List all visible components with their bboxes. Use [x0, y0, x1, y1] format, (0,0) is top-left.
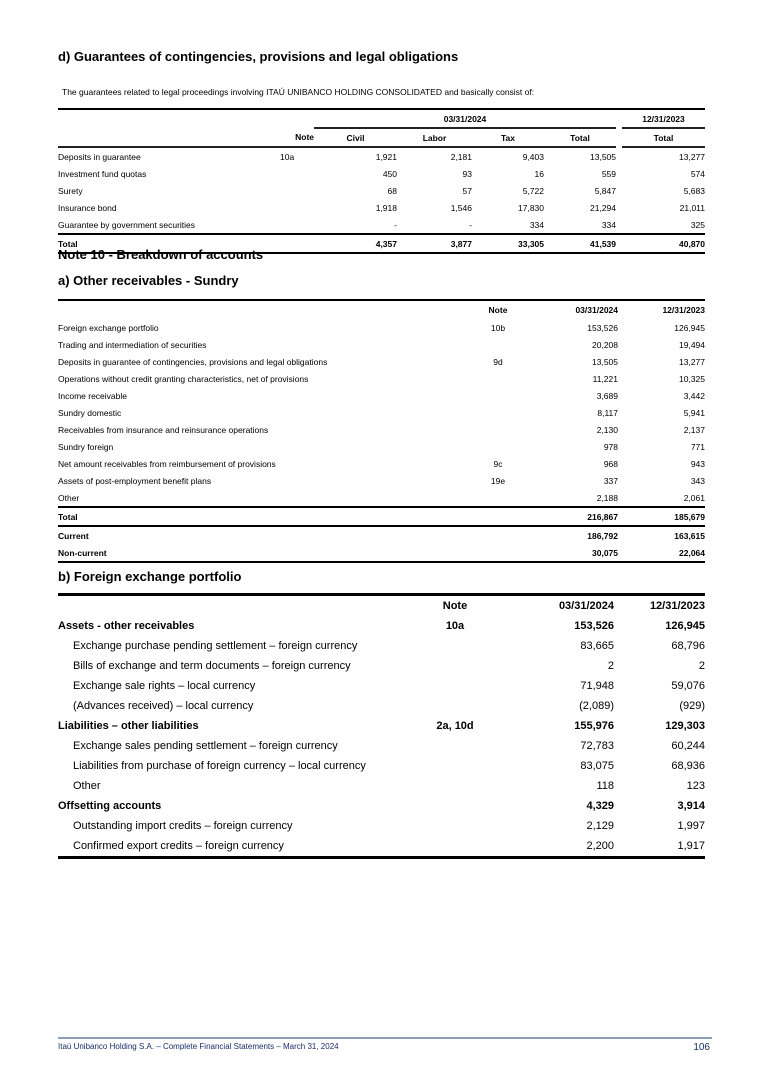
row-label: Insurance bond	[58, 202, 117, 213]
row-note: 10a	[280, 151, 295, 162]
row-note	[478, 336, 518, 353]
table-row	[58, 636, 705, 656]
row-label: Income receivable	[58, 390, 127, 401]
table-row	[58, 472, 705, 489]
table-row	[58, 216, 705, 234]
row-note: 10b	[490, 322, 506, 333]
cell-2023: 3,442	[683, 390, 705, 401]
row-label: Guarantee by government securities	[58, 219, 196, 230]
row-label: Liabilities – other liabilities	[58, 720, 199, 732]
table-row	[58, 421, 705, 438]
cell-2024: 2,188	[596, 492, 618, 503]
row-label: Other	[58, 492, 80, 503]
cell-civil: 68	[387, 185, 397, 196]
cell-2023: 2,137	[683, 424, 705, 435]
cell-2024: 155,976	[574, 720, 614, 732]
cell-total-2024: 5,847	[594, 185, 616, 196]
table-row	[58, 736, 705, 756]
row-label: (Advances received) – local currency	[73, 700, 254, 712]
col-civil: Civil	[314, 128, 397, 147]
guarantees-table	[58, 108, 705, 254]
row-label: Bills of exchange and term documents – foreign currency	[73, 660, 351, 672]
row-note	[280, 199, 314, 216]
table-row	[58, 387, 705, 404]
col-total-2024: Total	[544, 128, 616, 147]
col-note: Note	[442, 600, 468, 612]
group-header-row	[58, 109, 705, 128]
row-note: 2a, 10d	[436, 720, 474, 732]
cell-total-2023: 325	[690, 219, 705, 230]
row-label: Other	[73, 780, 101, 792]
row-label: Net amount receivables from reimbursement of provisions	[58, 458, 276, 469]
cell-2023: 3,914	[677, 800, 705, 812]
table-row	[58, 404, 705, 421]
cell-2023: 129,303	[665, 720, 705, 732]
row-note	[478, 421, 518, 438]
row-note: 9c	[493, 458, 503, 469]
cell-total-2024: 13,505	[590, 151, 616, 162]
row-note	[280, 182, 314, 199]
cell-2024: 2,130	[596, 424, 618, 435]
cell-total-2023: 13,277	[679, 151, 705, 162]
cell-2023: 2	[698, 660, 705, 672]
cell-total-2023: 574	[690, 168, 705, 179]
cell-2024: 337	[603, 475, 618, 486]
row-note	[478, 387, 518, 404]
table-row	[58, 147, 705, 165]
cell-total-2024: 334	[601, 219, 616, 230]
row-label: Liabilities from purchase of foreign currency – local currency	[73, 760, 366, 772]
row-label: Surety	[58, 185, 83, 196]
cell-2024: 13,505	[592, 356, 618, 367]
row-label: Receivables from insurance and reinsurance operations	[58, 424, 269, 435]
row-label: Sundry domestic	[58, 407, 122, 418]
cell-2023: 22,064	[618, 544, 705, 562]
row-note	[478, 370, 518, 387]
row-label: Exchange purchase pending settlement – foreign currency	[73, 640, 358, 652]
cell-labor: 1,546	[450, 202, 472, 213]
row-note: 10a	[445, 620, 465, 632]
section-a-title: a) Other receivables - Sundry	[58, 273, 239, 288]
col-2024: 03/31/2024	[558, 600, 614, 612]
cell-civil: 450	[382, 168, 397, 179]
cell-tax: 334	[529, 219, 544, 230]
cell-2023: 185,679	[618, 507, 705, 526]
cell-2024: 71,948	[580, 680, 614, 692]
cell-civil: 1,921	[375, 151, 397, 162]
footer-divider	[58, 1037, 712, 1039]
cell-2024: 2,200	[586, 840, 614, 852]
col-labor: Labor	[397, 128, 472, 147]
group-header-2023: 12/31/2023	[622, 109, 705, 128]
cell-2023: 60,244	[671, 740, 705, 752]
cell-2024: (2,089)	[579, 700, 614, 712]
row-note	[410, 796, 500, 816]
cell-2024: 83,665	[580, 640, 614, 652]
cell-civil: 1,918	[375, 202, 397, 213]
cell-2024: 2,129	[586, 820, 614, 832]
cell-2023: 68,936	[671, 760, 705, 772]
table-row	[58, 656, 705, 676]
group-header-2024: 03/31/2024	[314, 109, 616, 128]
cell-2024: 20,208	[592, 339, 618, 350]
cell-2024: 3,689	[596, 390, 618, 401]
table-row	[58, 370, 705, 387]
group-row-assets	[58, 616, 705, 636]
row-label: Deposits in guarantee	[58, 151, 141, 162]
cell-tax: 33,305	[472, 234, 544, 253]
row-label: Non-current	[58, 544, 478, 562]
row-label: Assets - other receivables	[58, 620, 195, 632]
note10-title: Note 10 - Breakdown of accounts	[58, 247, 264, 262]
current-row	[58, 526, 705, 544]
cell-total-2023: 5,683	[683, 185, 705, 196]
column-header-row	[58, 595, 705, 617]
cell-2023: 1,917	[677, 840, 705, 852]
row-label: Total	[58, 234, 280, 253]
row-label: Deposits in guarantee of contingencies, provisions and legal obligations	[58, 356, 328, 367]
table-row	[58, 165, 705, 182]
cell-2024: 11,221	[592, 373, 618, 384]
row-label: Sundry foreign	[58, 441, 114, 452]
table-row	[58, 816, 705, 836]
table-row	[58, 676, 705, 696]
cell-tax: 16	[534, 168, 544, 179]
cell-2024: 30,075	[518, 544, 618, 562]
row-label: Exchange sales pending settlement – foreign currency	[73, 740, 338, 752]
row-label: Operations without credit granting characteristics, net of provisions	[58, 373, 309, 384]
column-header-row	[58, 128, 705, 147]
table-row	[58, 353, 705, 370]
cell-2024: 2	[607, 660, 614, 672]
cell-2023: 126,945	[665, 620, 705, 632]
cell-2024: 978	[603, 441, 618, 452]
table-row	[58, 836, 705, 858]
cell-labor: 3,877	[397, 234, 472, 253]
cell-2023: 123	[686, 780, 705, 792]
group-row-liabilities	[58, 716, 705, 736]
row-note	[478, 489, 518, 507]
cell-2024: 968	[603, 458, 618, 469]
row-label: Trading and intermediation of securities	[58, 339, 207, 350]
table-row	[58, 776, 705, 796]
row-note	[478, 438, 518, 455]
cell-2023: 943	[690, 458, 705, 469]
cell-labor: 93	[462, 168, 472, 179]
row-note	[280, 216, 314, 234]
section-d-title: d) Guarantees of contingencies, provisions and legal obligations	[58, 49, 459, 64]
cell-2023: 59,076	[671, 680, 705, 692]
cell-total-2023: 21,011	[679, 202, 705, 213]
col-note: Note	[280, 128, 314, 147]
table-row	[58, 455, 705, 472]
row-note: 19e	[490, 475, 506, 486]
cell-tax: 9,403	[522, 151, 544, 162]
table-row	[58, 336, 705, 353]
cell-2023: 10,325	[679, 373, 705, 384]
cell-2023: 771	[690, 441, 705, 452]
cell-total-2024: 41,539	[544, 234, 616, 253]
cell-total-2024: 559	[601, 168, 616, 179]
table-row	[58, 182, 705, 199]
cell-total-2023: 40,870	[622, 234, 705, 253]
cell-2024: 8,117	[597, 407, 618, 418]
table-row	[58, 199, 705, 216]
table-row	[58, 319, 705, 336]
row-label: Assets of post-employment benefit plans	[58, 475, 212, 486]
section-d-intro: The guarantees related to legal proceedings involving ITAÚ UNIBANCO HOLDING CONSOLIDATED and basically consist of:	[62, 87, 535, 97]
cell-2023: 68,796	[671, 640, 705, 652]
cell-2023: 1,997	[677, 820, 705, 832]
table-row	[58, 438, 705, 455]
cell-2024: 4,329	[586, 800, 614, 812]
row-label: Outstanding import credits – foreign currency	[73, 820, 293, 832]
col-total-2023: Total	[622, 128, 705, 147]
row-label: Exchange sale rights – local currency	[73, 680, 256, 692]
cell-2023: 343	[690, 475, 705, 486]
cell-2023: 2,061	[683, 492, 705, 503]
cell-2024: 118	[596, 780, 614, 792]
non-current-row	[58, 544, 705, 562]
row-label: Confirmed export credits – foreign currency	[73, 840, 284, 852]
cell-civil: 4,357	[314, 234, 397, 253]
table-row	[58, 696, 705, 716]
cell-2023: (929)	[679, 700, 705, 712]
row-note	[280, 165, 314, 182]
col-2023: 12/31/2023	[662, 305, 705, 315]
cell-2024: 153,526	[587, 322, 618, 333]
cell-labor: -	[469, 219, 472, 230]
table-row	[58, 756, 705, 776]
cell-2024: 153,526	[574, 620, 614, 632]
cell-tax: 5,722	[522, 185, 544, 196]
section-b-title: b) Foreign exchange portfolio	[58, 569, 242, 584]
cell-labor: 2,181	[450, 151, 472, 162]
row-label: Total	[58, 507, 478, 526]
foreign-exchange-portfolio-table	[58, 593, 705, 859]
col-2024: 03/31/2024	[575, 305, 618, 315]
row-note	[478, 404, 518, 421]
col-note: Note	[488, 305, 508, 315]
row-label: Offsetting accounts	[58, 800, 162, 812]
cell-2024: 83,075	[580, 760, 614, 772]
cell-total-2024: 21,294	[590, 202, 616, 213]
col-tax: Tax	[472, 128, 544, 147]
group-row-offsetting	[58, 796, 705, 816]
column-header-row	[58, 300, 705, 319]
row-label: Foreign exchange portfolio	[58, 322, 159, 333]
page-number: 106	[693, 1042, 710, 1053]
cell-2023: 19,494	[679, 339, 705, 350]
table-row	[58, 489, 705, 507]
footer-text: Itaú Unibanco Holding S.A. – Complete Financial Statements – March 31, 2024	[58, 1042, 339, 1051]
cell-2023: 13,277	[679, 356, 705, 367]
cell-2023: 163,615	[618, 526, 705, 544]
cell-tax: 17,830	[518, 202, 544, 213]
cell-2024: 216,867	[518, 507, 618, 526]
cell-civil: -	[394, 219, 397, 230]
cell-2023: 5,941	[683, 407, 705, 418]
cell-2024: 72,783	[580, 740, 614, 752]
row-label: Current	[58, 526, 478, 544]
cell-2023: 126,945	[674, 322, 705, 333]
cell-2024: 186,792	[518, 526, 618, 544]
cell-labor: 57	[462, 185, 472, 196]
total-row	[58, 507, 705, 526]
row-note: 9d	[493, 356, 503, 367]
col-2023: 12/31/2023	[649, 600, 705, 612]
other-receivables-table	[58, 299, 705, 563]
row-label: Investment fund quotas	[58, 168, 147, 179]
